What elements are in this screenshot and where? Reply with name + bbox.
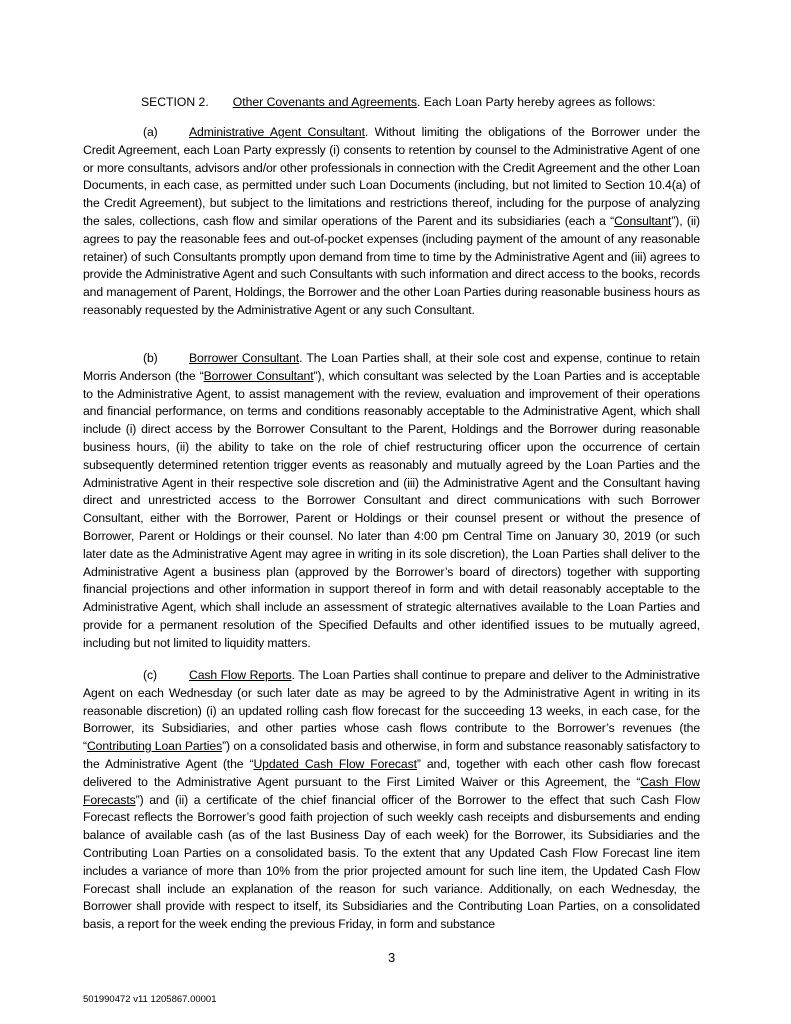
- paragraph-a: [83, 124, 700, 320]
- paragraph-text: . Without limiting the obligations of the Borrower under the Credit Agreement, each Loan Party expressly (i) consents to retention by counsel to the Administrative Agent of one or more consultants, advisors and/or other professionals in connection with the Credit Agreement and the other Loan Documents, in each case, as permitted under such Loan Documents (including, but not limited to Section 10.4(a) of the Credit Agreement), but subject to the limitations and restrictions thereof, including for the purpose of analyzing the sales, collections, cash flow and similar operations of the Parent and its subsidiaries (each a “: [83, 125, 700, 228]
- section-label: SECTION 2.: [141, 95, 209, 109]
- paragraph-marker: (c): [143, 668, 157, 682]
- paragraph-text: . The Loan Parties shall continue to prepare and deliver to the Administrative Agent on each Wednesday (or such later date as may be agreed to by the Administrative Agent in writing in its reasonable discretion) (i) an updated rolling cash flow forecast for the succeeding 13 weeks, in each case, for the Borrower, its Subsidiaries, and other parties whose cash flows contribute to the Borrower’s revenues (the “: [83, 668, 700, 754]
- paragraph-text: ”), which consultant was selected by the Loan Parties and is acceptable to the Administrative Agent, to assist management with the review, evaluation and improvement of their operations and financial performance, on terms and conditions reasonably acceptable to the Administrative Agent, which shall include (i) direct access by the Borrower Consultant to the Parent, Holdings and the Borrower during reasonable business hours, (ii) the ability to take on the role of chief restructuring officer upon the occurrence of certain subsequently determined retention trigger events as reasonably and mutually agreed by the Loan Parties and the Administrative Agent in their respective sole discretion and (iii) the Administrative Agent and the Consultant having direct and unrestricted access to the Borrower Consultant and direct communications with such Borrower Consultant, either with the Borrower, Parent or Holdings or their counsel present or without the presence of Borrower, Parent or Holdings or their counsel. No later than 4:00 pm Central Time on January 30, 2019 (or such later date as the Administrative Agent may agree in writing in its sole discretion), the Loan Parties shall deliver to the Administrative Agent a business plan (approved by the Borrower’s board of directors) together with supporting financial projections and other information in support thereof in form and with detail reasonably acceptable to the Administrative Agent, which shall include an assessment of strategic alternatives available to the Loan Parties and provide for a permanent resolution of the Specified Defaults and other identified issues to be mutually agreed, including but not limited to liquidity matters.: [83, 368, 700, 650]
- paragraph-c: [83, 667, 700, 934]
- paragraph-marker: (a): [143, 125, 158, 139]
- paragraph-heading: Cash Flow Reports: [189, 668, 292, 682]
- paragraph-marker: (b): [143, 351, 158, 365]
- document-id: 501990472 v11 1205867.00001: [83, 994, 217, 1005]
- paragraph-text: ”) and (ii) a certificate of the chief financial officer of the Borrower to the effect that such Cash Flow Forecast reflects the Borrower’s good faith projection of such weekly cash receipts and disbursements and ending balance of available cash (as of the last Business Day of each week) for the Borrower, its Subsidiaries and the Contributing Loan Parties on a consolidated basis. To the extent that any Updated Cash Flow Forecast line item includes a variance of more than 10% from the prior projected amount for such line item, the Updated Cash Flow Forecast shall include an explanation of the reason for such variance. Additionally, on each Wednesday, the Borrower shall provide with respect to itself, its Subsidiaries and the Contributing Loan Parties, on a consolidated basis, a report for the week ending the previous Friday, in form and substance: [83, 792, 700, 932]
- section-intro: . Each Loan Party hereby agrees as follows:: [417, 95, 656, 109]
- defined-term: Cash Flow Forecasts: [83, 774, 701, 807]
- defined-term: Contributing Loan Parties: [86, 739, 223, 754]
- section-heading: [141, 94, 701, 111]
- paragraph-b: [83, 350, 700, 653]
- paragraph-text: . The Loan Parties shall, at their sole cost and expense, continue to retain Morris Anderson (the “: [83, 351, 700, 383]
- paragraph-heading: Borrower Consultant: [189, 351, 300, 365]
- section-title: Other Covenants and Agreements: [232, 95, 418, 109]
- paragraph-text: ”), (ii) agrees to pay the reasonable fees and out-of-pocket expenses (including payment of the amount of any reasonable retainer) of such Consultants promptly upon demand from time to time by the Administrative Agent and (iii) agrees to provide the Administrative Agent and such Consultants with such information and direct access to the books, records and management of Parent, Holdings, the Borrower and the other Loan Parties during reasonable business hours as reasonably requested by the Administrative Agent or any such Consultant.: [83, 213, 701, 317]
- defined-term: Consultant: [614, 213, 672, 228]
- defined-term: Borrower Consultant: [203, 368, 314, 383]
- paragraph-text: ”) on a consolidated basis and otherwise, in form and substance reasonably satisfactory to the Administrative Agent (the “: [83, 739, 700, 771]
- paragraph-heading: Administrative Agent Consultant: [189, 125, 365, 139]
- defined-term: Updated Cash Flow Forecast: [253, 756, 417, 771]
- page-number: 3: [388, 950, 396, 965]
- paragraph-text: ” and, together with each other cash flow forecast delivered to the Administrative Agent pursuant to the First Limited Waiver or this Agreement, the “: [83, 756, 700, 789]
